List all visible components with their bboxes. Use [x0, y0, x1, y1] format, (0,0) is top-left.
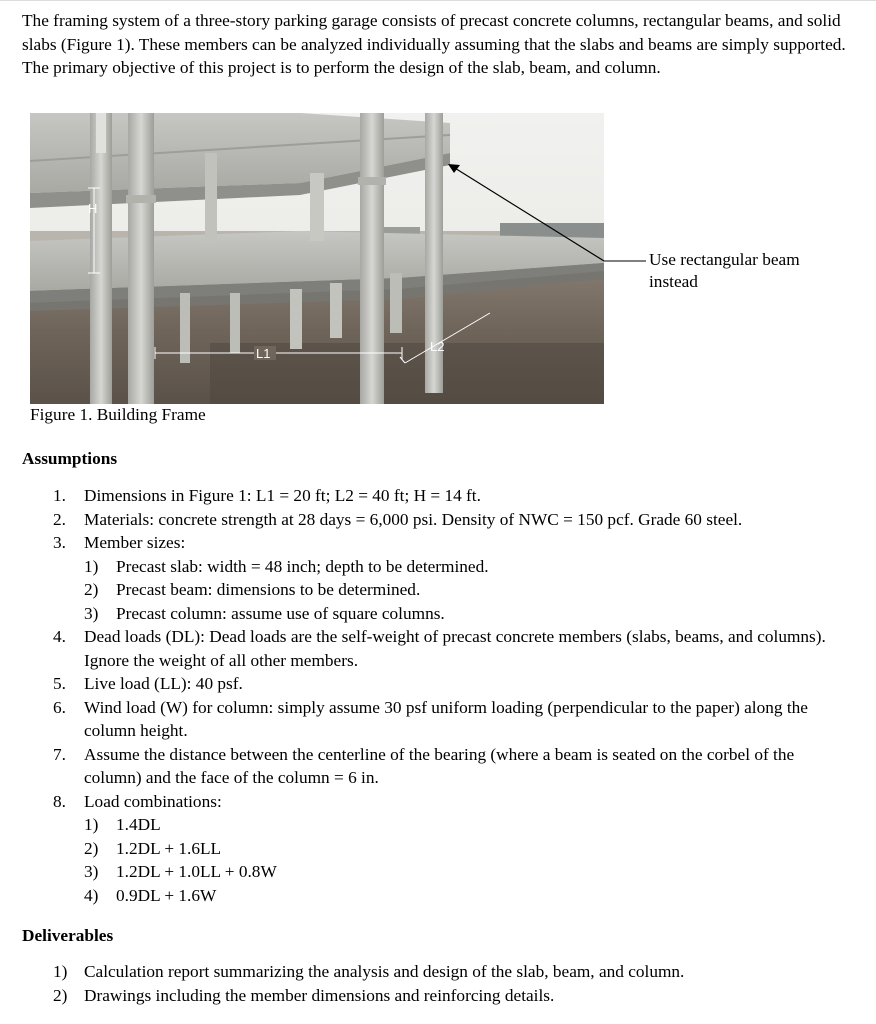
sub-text: 1.4DL: [116, 815, 161, 834]
assumption-text: Member sizes:: [84, 533, 186, 552]
assumption-item: [22, 484, 842, 508]
dim-label-l1: L1: [256, 346, 271, 361]
assumption-item: [22, 508, 842, 532]
figure-caption: Figure 1. Building Frame: [30, 405, 206, 424]
assumption-number: 8.: [53, 791, 66, 811]
assumption-number: 7.: [53, 744, 66, 764]
assumptions-heading: Assumptions: [22, 449, 118, 468]
load-combination-item: [84, 837, 842, 861]
assumption-text: Dead loads (DL): Dead loads are the self-weight of precast concrete members (slabs, beams, and columns). Ignore the weight of all other members.: [84, 627, 826, 670]
assumptions-list: [22, 484, 842, 907]
dim-label-h: H: [88, 201, 98, 216]
assumption-number: 2.: [53, 509, 66, 529]
deliverables-heading: Deliverables: [22, 926, 114, 945]
sub-number: 4): [84, 885, 99, 905]
member-size-item: [84, 578, 842, 602]
callout-leader: [604, 260, 646, 264]
sub-text: 1.2DL + 1.0LL + 0.8W: [116, 862, 277, 881]
assumption-item: [22, 790, 842, 908]
assumption-text: Wind load (W) for column: simply assume 30 psf uniform loading (perpendicular to the paper) along the column height.: [84, 697, 808, 740]
sub-number: 3): [84, 862, 99, 881]
sub-text: Precast slab: width = 48 inch; depth to be determined.: [116, 556, 489, 576]
top-divider: [0, 0, 876, 1]
assumption-text: Load combinations:: [84, 791, 222, 811]
load-combination-item: [84, 884, 842, 908]
deliverable-number: 1): [53, 962, 68, 981]
assumption-item: [22, 531, 842, 625]
assumption-number: 1.: [53, 486, 66, 505]
member-size-item: [84, 602, 842, 626]
member-sizes-list: [84, 555, 842, 626]
sub-number: 2): [84, 838, 99, 858]
figure-callout: [649, 249, 800, 292]
assumption-item: [22, 696, 842, 743]
load-combination-item: [84, 860, 842, 884]
deliverable-item: [22, 984, 842, 1008]
assumption-item: [22, 743, 842, 790]
assumption-text: Assume the distance between the centerline of the bearing (where a beam is seated on the corbel of the column) and the face of the column = 6 in.: [84, 744, 795, 787]
deliverables-list: [22, 960, 842, 1008]
dim-label-l2: L2: [430, 339, 445, 354]
assumption-number: 3.: [53, 533, 66, 552]
building-frame-photo: [30, 113, 604, 404]
assumption-number: 5.: [53, 674, 66, 693]
member-size-item: [84, 555, 842, 579]
assumption-item: [22, 625, 842, 672]
sub-number: 2): [84, 580, 99, 599]
load-combinations-list: [84, 813, 842, 907]
deliverable-number: 2): [53, 986, 68, 1005]
assumption-text: Live load (LL): 40 psf.: [84, 674, 243, 693]
assumption-number: 4.: [53, 627, 66, 646]
sub-text: Precast column: assume use of square columns.: [116, 603, 445, 623]
sub-text: 0.9DL + 1.6W: [116, 885, 217, 905]
assumption-text: Materials: concrete strength at 28 days = 6,000 psi. Density of NWC = 150 pcf. Grade 60 steel.: [84, 509, 743, 529]
sub-text: 1.2DL + 1.6LL: [116, 838, 222, 858]
intro-paragraph: The framing system of a three-story parking garage consists of precast concrete columns, rectangular beams, and solid slabs (Figure 1). These members can be analyzed individually assuming that the slabs and beams are simply supported. The primary objective of this project is to perform the design of the slab, beam, and column.: [22, 11, 846, 77]
assumption-text: Dimensions in Figure 1: L1 = 20 ft; L2 = 40 ft; H = 14 ft.: [84, 486, 481, 505]
callout-line-1: Use rectangular beam: [649, 250, 800, 269]
deliverable-text: Calculation report summarizing the analysis and design of the slab, beam, and column.: [84, 962, 685, 981]
sub-text: Precast beam: dimensions to be determined.: [116, 580, 421, 599]
sub-number: 1): [84, 815, 99, 834]
sub-number: 3): [84, 603, 99, 623]
sub-number: 1): [84, 556, 99, 576]
assumption-item: [22, 672, 842, 696]
deliverable-item: [22, 960, 842, 984]
callout-line-2: instead: [649, 271, 698, 291]
load-combination-item: [84, 813, 842, 837]
assumption-number: 6.: [53, 697, 66, 717]
deliverable-text: Drawings including the member dimensions and reinforcing details.: [84, 986, 555, 1005]
